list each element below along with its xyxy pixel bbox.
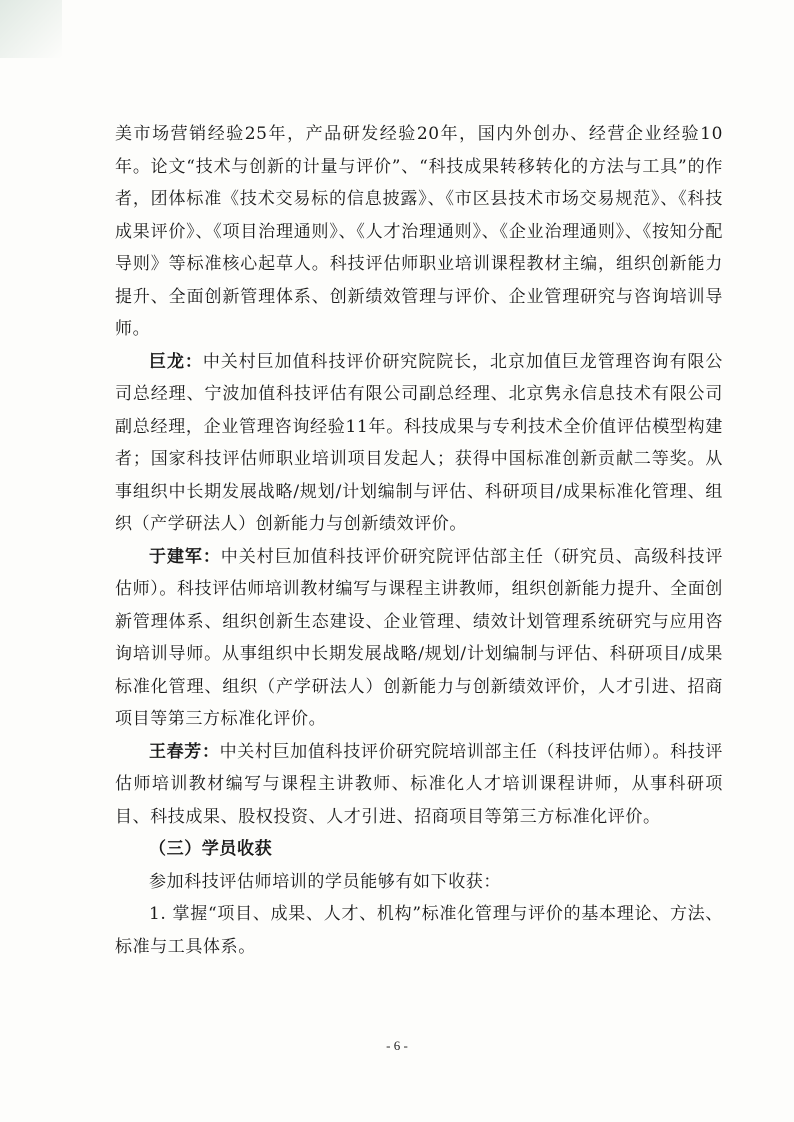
paragraph-julong [115,346,723,541]
page-number: - 6 - [386,1038,408,1053]
person-name-yu-jianjun: 于建军： [149,546,221,567]
person-name-wang-chunfang: 王春芳： [149,741,220,762]
paragraph-yu-jianjun [115,541,723,736]
person-bio-yu-jianjun: 中关村巨加值科技评价研究院评估部主任（研究员、高级科技评估师）。科技评估师培训教材编写与课程主讲教师，组织创新能力提升、全面创新管理体系、组织创新生态建设、企业管理、绩效计划管理系统研究与应用咨询培训导师。从事组织中长期发展战略/规划/计划编制与评估、科研项目/成果标准化管理、组织（产学研法人）创新能力与创新绩效评价，人才引进、招商项目等第三方标准化评价。 [115,546,723,729]
scan-corner-mark [0,0,62,58]
paragraph-gain-item-1: 1. 掌握“项目、成果、人才、机构”标准化管理与评价的基本理论、方法、标准与工具体系。 [115,904,723,957]
document-body [115,118,723,963]
person-bio-wang-chunfang: 中关村巨加值科技评价研究院培训部主任（科技评估师）。科技评估师培训教材编写与课程主讲教师、标准化人才培训课程讲师，从事科研项目、科技成果、股权投资、人才引进、招商项目等第三方标准化评价。 [115,741,723,827]
person-name-julong: 巨龙： [149,351,203,372]
paragraph-gains-intro: 参加科技评估师培训的学员能够有如下收获： [149,871,501,892]
section-heading-student-gains: （三）学员收获 [149,839,273,859]
paragraph-wang-chunfang [115,736,723,834]
person-bio-julong: 中关村巨加值科技评价研究院院长，北京加值巨龙管理咨询有限公司总经理、宁波加值科技评估有限公司副总经理、北京隽永信息技术有限公司副总经理，企业管理咨询经验11年。科技成果与专利技术全价值评估模型构建者；国家科技评估师职业培训项目发起人；获得中国标准创新贡献二等奖。从事组织中长期发展战略/规划/计划编制与评估、科研项目/成果标准化管理、组织（产学研法人）创新能力与创新绩效评价。 [115,351,723,534]
paragraph-intro-continuation: 美市场营销经验25年，产品研发经验20年，国内外创办、经营企业经验10年。论文“技术与创新的计量与评价”、“科技成果转移转化的方法与工具”的作者，团体标准《技术交易标的信息披露》、《市区县技术市场交易规范》、《科技成果评价》、《项目治理通则》、《人才治理通则》、《企业治理通则》、《按知分配导则》等标准核心起草人。科技评估师职业培训课程教材主编，组织创新能力提升、全面创新管理体系、创新绩效管理与评价、企业管理研究与咨询培训导师。 [115,124,723,339]
